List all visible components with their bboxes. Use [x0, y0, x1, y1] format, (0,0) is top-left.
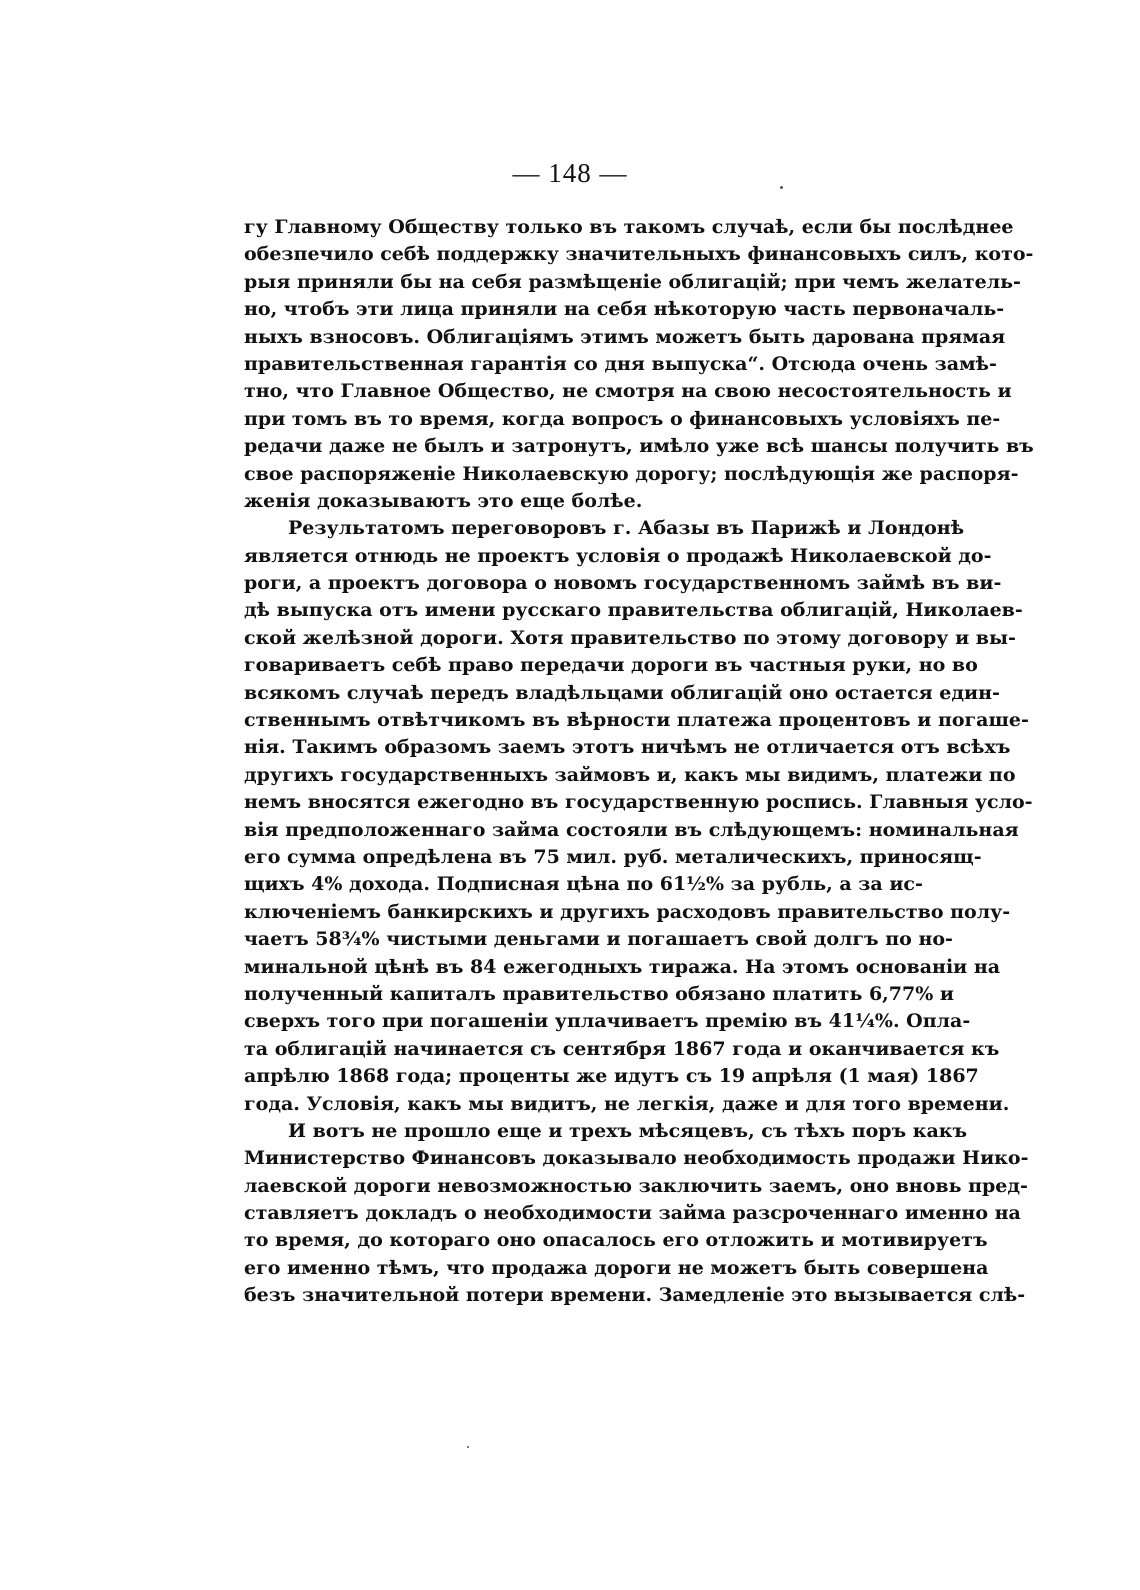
text-line: редачи даже не былъ и затронутъ, имѣло уже всѣ шансы получить въ	[244, 435, 1034, 458]
text-line: лаевской дороги невозможностью заключить заемъ, оно вновь пред-	[244, 1174, 1028, 1197]
text-line: чаетъ 58¾% чистыми деньгами и погашаетъ свой долгъ по но-	[244, 928, 953, 951]
text-line: свое распоряженіе Николаевскую дорогу; послѣдующія же распоря-	[244, 462, 1019, 485]
text-line: ской желѣзной дороги. Хотя правительство по этому договору и вы-	[244, 626, 1016, 649]
text-line: его сумма опредѣлена въ 75 мил. руб. металическихъ, приносящ-	[244, 845, 982, 868]
text-line: дѣ выпуска отъ имени русскаго правительства облигацій, Николаев-	[244, 599, 1023, 622]
text-line: апрѣлю 1868 года; проценты же идутъ съ 19 апрѣля (1 мая) 1867	[244, 1065, 979, 1088]
text-line: ставляетъ докладъ о необходимости займа разсроченнаго именно на	[244, 1202, 1021, 1225]
paragraph	[244, 214, 1034, 515]
text-line: роги, а проектъ договора о новомъ государственномъ займѣ въ ви-	[244, 572, 1002, 595]
text-line: рыя приняли бы на себя размѣщеніе облигацій; при чемъ желатель-	[244, 270, 1021, 293]
text-line: женія доказываютъ это еще болѣе.	[244, 489, 643, 512]
text-line: Результатомъ переговоровъ г. Абазы въ Парижѣ и Лондонѣ	[288, 517, 965, 540]
text-line: гу Главному Обществу только въ такомъ случаѣ, если бы послѣднее	[244, 216, 1014, 238]
text-line: немъ вносятся ежегодно въ государственную роспись. Главныя усло-	[244, 791, 1033, 814]
scan-speck	[467, 1446, 469, 1448]
text-line: минальной цѣнѣ въ 84 ежегодныхъ тиража. На этомъ основаніи на	[244, 955, 1001, 978]
text-line: то время, до котораго оно опасалось его отложить и мотивируетъ	[244, 1229, 988, 1252]
text-line: И вотъ не прошло еще и трехъ мѣсяцевъ, съ тѣхъ поръ какъ	[288, 1119, 968, 1142]
text-line: вія предположеннаго займа состояли въ слѣдующемъ: номинальная	[244, 818, 1019, 841]
scan-speck	[780, 186, 783, 189]
text-line: другихъ государственныхъ займовъ и, какъ мы видимъ, платежи по	[244, 763, 1016, 786]
text-line: Министерство Финансовъ доказывало необходимость продажи Нико-	[244, 1147, 1029, 1170]
page-number: — 148 —	[512, 158, 628, 188]
text-line: является отнюдь не проектъ условія о продажѣ Николаевской до-	[244, 544, 992, 567]
text-line: обезпечило себѣ поддержку значительныхъ финансовыхъ силъ, кото-	[244, 243, 1034, 266]
body-text	[244, 214, 1034, 1310]
text-line: говариваетъ себѣ право передачи дороги въ частныя руки, но во	[244, 654, 978, 677]
text-line: сверхъ того при погашеніи уплачиваетъ премію въ 41¼%. Опла-	[244, 1010, 971, 1033]
paragraph	[244, 515, 1033, 1118]
text-line: но, чтобъ эти лица приняли на себя нѣкоторую часть первоначаль-	[244, 298, 1005, 321]
paragraph	[244, 1118, 1029, 1310]
text-line: ключеніемъ банкирскихъ и другихъ расходовъ правительство полу-	[244, 900, 1011, 923]
text-line: ственнымъ отвѣтчикомъ въ вѣрности платежа процентовъ и погаше-	[244, 709, 1029, 732]
text-line: та облигацій начинается съ сентября 1867 года и оканчивается къ	[244, 1037, 1000, 1060]
text-line: полученный капиталъ правительство обязано платить 6,77% и	[244, 982, 954, 1005]
text-line: правительственная гарантія со дня выпуска“. Отсюда очень замѣ-	[244, 352, 997, 375]
text-line: тно, что Главное Общество, не смотря на свою несостоятельность и	[244, 380, 1012, 403]
text-line: его именно тѣмъ, что продажа дороги не можетъ быть совершена	[244, 1256, 989, 1279]
text-line: нія. Такимъ образомъ заемъ этотъ ничѣмъ не отличается отъ всѣхъ	[244, 736, 1011, 759]
text-line: всякомъ случаѣ передъ владѣльцами облигацій оно остается един-	[244, 681, 1000, 704]
text-line: года. Условія, какъ мы видитъ, не легкія, даже и для того времени.	[244, 1092, 1010, 1115]
text-line: ныхъ взносовъ. Облигаціямъ этимъ можетъ быть дарована прямая	[244, 325, 1006, 348]
text-line: при томъ въ то время, когда вопросъ о финансовыхъ условіяхъ пе-	[244, 407, 1001, 430]
text-line: безъ значительной потери времени. Замедленіе это вызывается слѣ-	[244, 1284, 1026, 1307]
text-line: щихъ 4% дохода. Подписная цѣна по 61½% за рубль, а за ис-	[244, 873, 923, 896]
